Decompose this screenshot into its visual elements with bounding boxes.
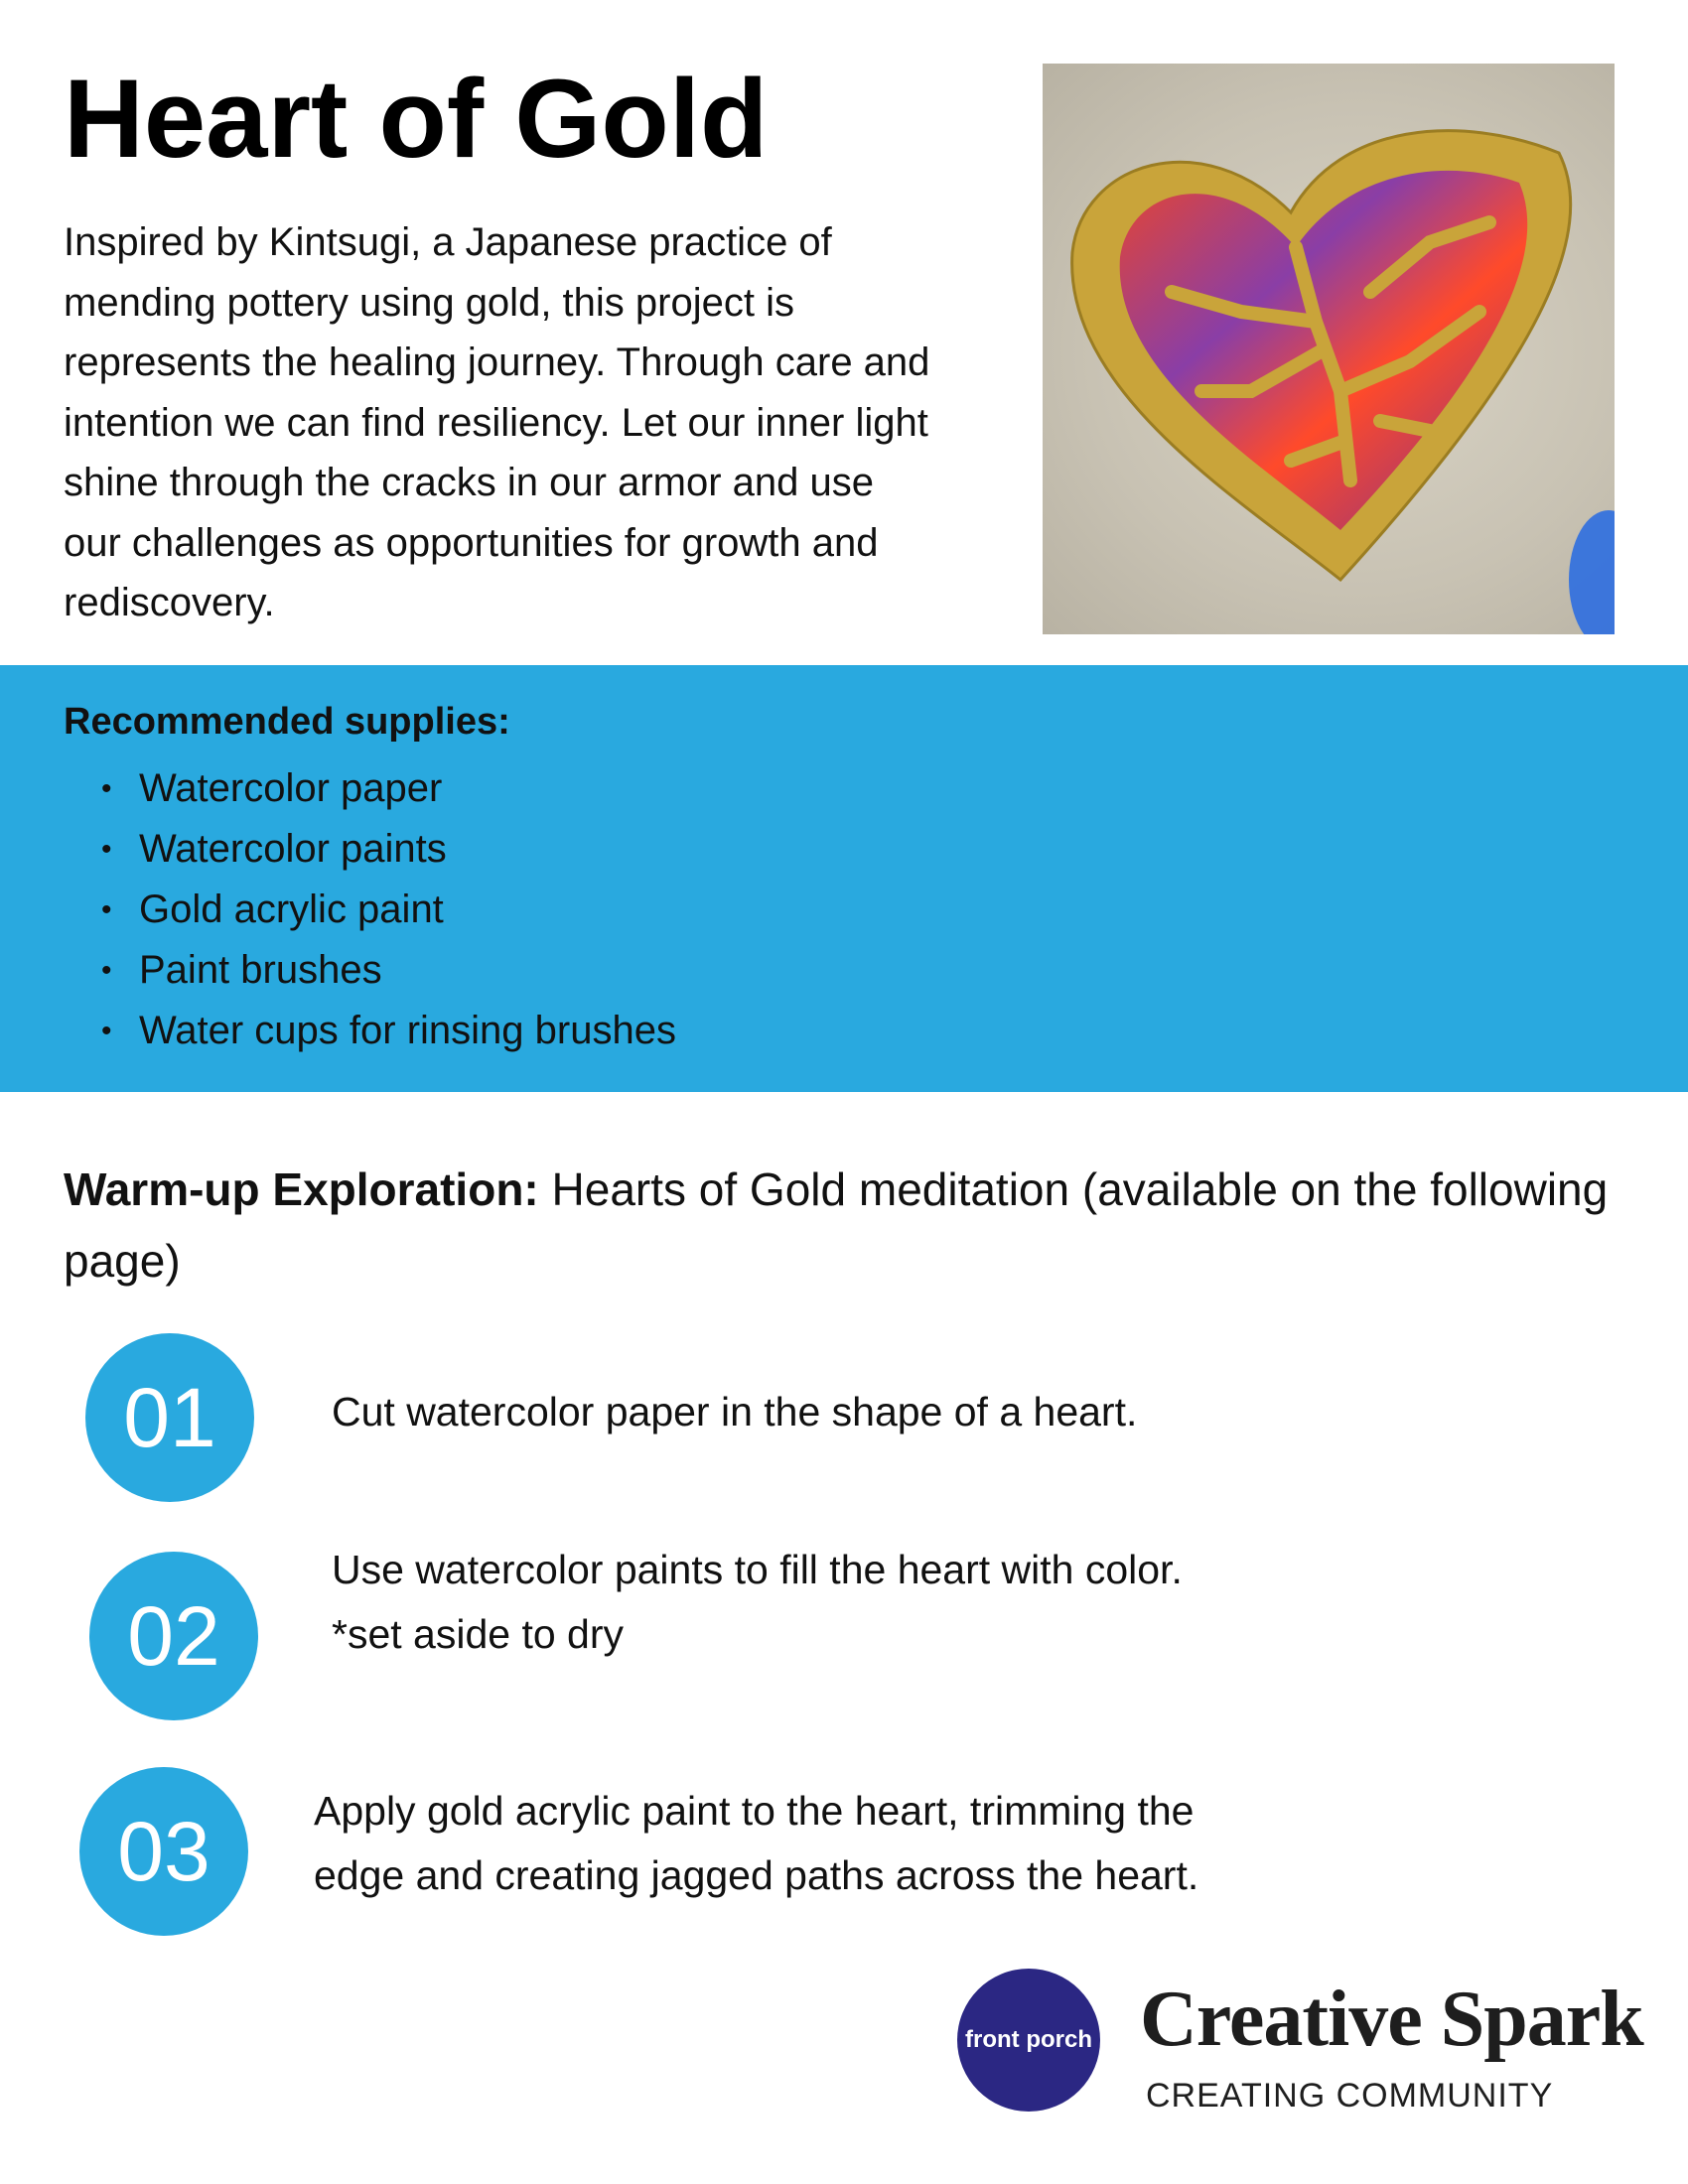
supplies-list	[64, 758, 676, 1061]
step-number-badge: 03	[79, 1767, 248, 1936]
supply-label: Water cups for rinsing brushes	[139, 1009, 676, 1052]
bullet: •	[101, 893, 112, 926]
supply-label: Paint brushes	[139, 948, 382, 992]
warmup-text: Hearts of Gold meditation (available on the following page)	[64, 1163, 1609, 1287]
step-line: edge and creating jagged paths across the heart.	[314, 1852, 1199, 1898]
list-item	[64, 758, 676, 819]
bullet: •	[101, 833, 112, 866]
step-line: Apply gold acrylic paint to the heart, trimming the	[314, 1788, 1195, 1834]
supply-label: Watercolor paints	[139, 827, 447, 871]
step-instruction	[332, 1538, 1183, 1667]
list-item	[64, 1001, 676, 1061]
step-number-badge: 02	[89, 1552, 258, 1720]
bullet: •	[101, 772, 112, 805]
intro-paragraph: Inspired by Kintsugi, a Japanese practice of mending pottery using gold, this project is represents the healing journey. Through care and intention we can find resiliency. Let our inner light shine through the cracks in our armor and use our challenges as opportunities for growth and rediscovery.	[64, 220, 930, 624]
step-line: Use watercolor paints to fill the heart with color.	[332, 1547, 1183, 1592]
list-item	[64, 880, 676, 940]
list-item	[64, 940, 676, 1001]
heart-artwork-photo	[1043, 64, 1615, 634]
step-line: *set aside to dry	[332, 1611, 624, 1657]
list-item	[64, 819, 676, 880]
supply-label: Gold acrylic paint	[139, 887, 444, 931]
step-instruction	[314, 1779, 1198, 1908]
warmup-exploration	[64, 1154, 1613, 1297]
step-line: Cut watercolor paper in the shape of a heart.	[332, 1389, 1138, 1434]
heart-artwork-illustration	[1043, 64, 1615, 634]
step-number-badge: 01	[85, 1333, 254, 1502]
front-porch-logo: front porch	[957, 1969, 1100, 2112]
bullet: •	[101, 1015, 112, 1047]
warmup-label: Warm-up Exploration:	[64, 1163, 539, 1215]
step-instruction	[332, 1380, 1137, 1444]
supplies-heading: Recommended supplies:	[64, 701, 510, 743]
supply-label: Watercolor paper	[139, 766, 443, 810]
brand-name: Creative Spark	[1140, 1976, 1643, 2063]
bullet: •	[101, 954, 112, 987]
page-title: Heart of Gold	[64, 57, 769, 181]
brand-tagline: CREATING COMMUNITY	[1146, 2077, 1554, 2115]
